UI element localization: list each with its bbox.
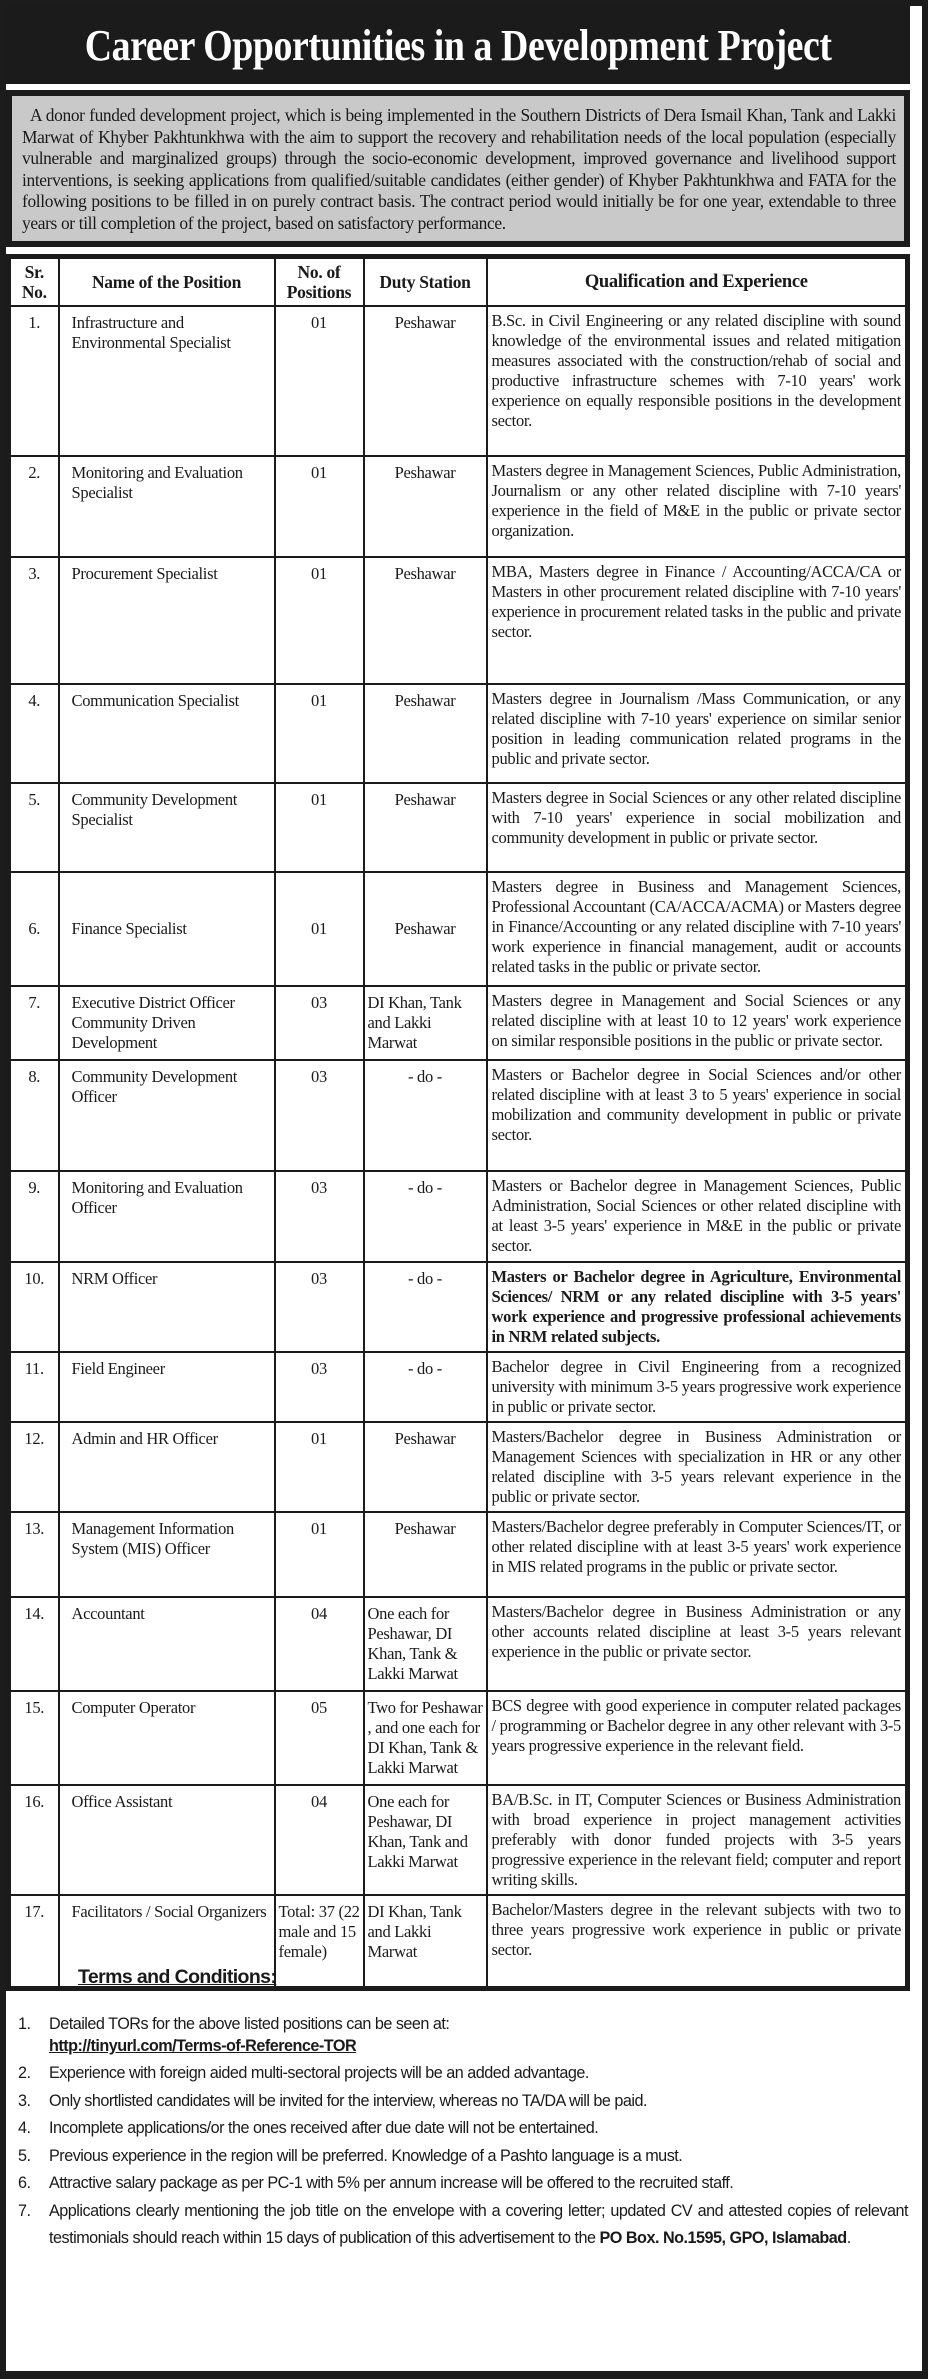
- row-position: Monitoring and Evaluation Officer: [59, 1171, 275, 1262]
- table-row: [9, 872, 908, 986]
- terms-item-text: Experience with foreign aided multi-sectoral projects will be an added advantage.: [49, 2064, 589, 2082]
- row-num: 03: [275, 1060, 364, 1171]
- row-qual: Masters or Bachelor degree in Social Sciences and/or other related discipline with at least 3 to 5 years' experience in social mobilization and community development in public or private sector.: [487, 1060, 908, 1171]
- row-num: 01: [275, 1512, 364, 1597]
- row-position: Finance Specialist: [59, 872, 275, 986]
- table-row: [9, 1597, 908, 1691]
- row-sr: 4.: [9, 684, 59, 783]
- row-qual: Masters/Bachelor degree in Business Administration or Management Sciences with specialization in HR or any other related discipline with 3-5 years relevant experience in the public or private sector.: [487, 1422, 908, 1512]
- row-num: 01: [275, 1422, 364, 1512]
- terms-item: [18, 2170, 908, 2198]
- terms-item-number: 5.: [18, 2146, 31, 2165]
- row-num: 03: [275, 1352, 364, 1422]
- row-duty: Peshawar: [364, 783, 487, 872]
- title-banner: [6, 6, 910, 84]
- terms-item-number: 7.: [18, 2201, 31, 2220]
- table-row: [9, 1512, 908, 1597]
- row-position: Community Development Officer: [59, 1060, 275, 1171]
- table-row: [9, 456, 908, 557]
- row-position: Facilitators / Social Organizers: [59, 1895, 275, 1989]
- terms-item: [18, 2115, 908, 2143]
- terms-list: [18, 2011, 908, 2253]
- row-qual: Masters/Bachelor degree in Business Administration or any other accounts related discipline at least 3-5 years relevant experience in the public or private sector.: [487, 1597, 908, 1691]
- table-row: [9, 1785, 908, 1895]
- row-sr: 10.: [9, 1262, 59, 1352]
- terms-item: [18, 2198, 908, 2253]
- row-qual: Masters degree in Journalism /Mass Communication, or any related discipline with 7-10 years' experience on similar senior position in leading communication related programs in the public and private sector.: [487, 684, 908, 783]
- row-sr: 9.: [9, 1171, 59, 1262]
- terms-item-number: 1.: [18, 2015, 31, 2033]
- row-num: 04: [275, 1597, 364, 1691]
- row-num: 01: [275, 684, 364, 783]
- terms-item-text: Attractive salary package as per PC-1 with 5% per annum increase will be offered to the recruited staff.: [49, 2174, 734, 2192]
- row-sr: 14.: [9, 1597, 59, 1691]
- row-position: Infrastructure and Environmental Specialist: [59, 306, 275, 456]
- row-duty: - do -: [364, 1262, 487, 1352]
- tor-link[interactable]: http://tinyurl.com/Terms-of-Reference-TOR: [49, 2037, 357, 2055]
- row-duty: Peshawar: [364, 1422, 487, 1512]
- terms-item: [18, 2060, 908, 2088]
- row-position: Accountant: [59, 1597, 275, 1691]
- row-duty: DI Khan, Tank and Lakki Marwat: [364, 1895, 487, 1989]
- row-num: 01: [275, 456, 364, 557]
- row-sr: 17.: [9, 1895, 59, 1989]
- row-sr: 16.: [9, 1785, 59, 1895]
- row-qual: MBA, Masters degree in Finance / Accounting/ACCA/CA or Masters in other procurement related discipline with 7-10 years' experience in procurement related tasks in the public and private sector.: [487, 557, 908, 684]
- row-duty: Peshawar: [364, 456, 487, 557]
- row-qual: Masters degree in Management Sciences, Public Administration, Journalism or any other related discipline with 7-10 years' experience in the field of M&E in the public or private sector organization.: [487, 456, 908, 557]
- row-qual: Masters or Bachelor degree in Management Sciences, Public Administration, Social Sciences or other related discipline with at least 3-5 years' experience in M&E in the public or private sector.: [487, 1171, 908, 1262]
- row-duty: - do -: [364, 1352, 487, 1422]
- row-sr: 1.: [9, 306, 59, 456]
- row-position: Management Information System (MIS) Officer: [59, 1512, 275, 1597]
- terms-item-number: 3.: [18, 2091, 31, 2110]
- row-num: 01: [275, 306, 364, 456]
- intro-text: A donor funded development project, which is being implemented in the Southern Districts of Dera Ismail Khan, Tank and Lakki Marwat of Khyber Pakhtunkhwa with the aim to support the recovery and rehabilitation needs of the local population (especially vulnerable and marginalized groups) through the socio-economic development, improved governance and livelihood support interventions, is seeking applications from qualified/suitable candidates (either gender) of Khyber Pakhtunkhwa and FATA for the following positions to be filled in on purely contract basis. The contract period would initially be for one year, extendable to three years or till completion of the project, based on satisfactory performance.: [12, 96, 904, 241]
- row-qual: Bachelor degree in Civil Engineering from a recognized university with minimum 3-5 years progressive work experience in public or private sector.: [487, 1352, 908, 1422]
- terms-item-number: 2.: [18, 2064, 31, 2082]
- row-sr: 12.: [9, 1422, 59, 1512]
- row-position: NRM Officer: [59, 1262, 275, 1352]
- po-box-address: PO Box. No.1595, GPO, Islamabad: [599, 2229, 847, 2247]
- row-duty: Peshawar: [364, 306, 487, 456]
- row-duty: One each for Peshawar, DI Khan, Tank and Lakki Marwat: [364, 1785, 487, 1895]
- row-sr: 7.: [9, 986, 59, 1060]
- row-duty: - do -: [364, 1171, 487, 1262]
- terms-item-7-suffix: .: [846, 2229, 851, 2247]
- table-row: [9, 1171, 908, 1262]
- terms-item: [18, 2143, 908, 2171]
- row-position: Procurement Specialist: [59, 557, 275, 684]
- row-sr: 3.: [9, 557, 59, 684]
- header-sr-no: Sr. No.: [9, 257, 59, 306]
- row-qual: Masters degree in Social Sciences or any other related discipline with 7-10 years' experience in social mobilization and community development in public or private sector.: [487, 783, 908, 872]
- table-row: [9, 306, 908, 456]
- row-qual: BA/B.Sc. in IT, Computer Sciences or Business Administration with broad experience in project management activities preferably with donor funded projects with 3-5 years progressive experience in the relevant field; computer and report writing skills.: [487, 1785, 908, 1895]
- table-row: [9, 783, 908, 872]
- row-position: Community Development Specialist: [59, 783, 275, 872]
- intro-box: [6, 90, 910, 247]
- terms-item-number: 6.: [18, 2174, 31, 2192]
- table-row: [9, 986, 908, 1060]
- header-qualification: Qualification and Experience: [487, 257, 908, 306]
- row-sr: 5.: [9, 783, 59, 872]
- row-position: Admin and HR Officer: [59, 1422, 275, 1512]
- terms-item-7-text: Applications clearly mentioning the job title on the envelope with a covering letter; updated CV and attested copies of relevant testimonials should reach within 15 days of publication of this advertisement to the: [49, 2201, 908, 2247]
- row-sr: 13.: [9, 1512, 59, 1597]
- terms-item-number: 4.: [18, 2119, 31, 2137]
- table-row: [9, 557, 908, 684]
- table-header-row: [9, 257, 908, 306]
- table-row: [9, 1262, 908, 1352]
- row-duty: Peshawar: [364, 684, 487, 783]
- header-position-name: Name of the Position: [59, 257, 275, 306]
- terms-item-text: [49, 2011, 908, 2060]
- table-row: [9, 1691, 908, 1785]
- row-duty: - do -: [364, 1060, 487, 1171]
- row-position: Monitoring and Evaluation Specialist: [59, 456, 275, 557]
- row-qual: Masters degree in Management and Social Sciences or any related discipline with at least 10 to 12 years' work experience on similar responsible positions in the public or private sector.: [487, 986, 908, 1060]
- row-duty: Peshawar: [364, 557, 487, 684]
- row-duty: One each for Peshawar, DI Khan, Tank & Lakki Marwat: [364, 1597, 487, 1691]
- positions-table: [6, 254, 910, 1991]
- row-position: Office Assistant: [59, 1785, 275, 1895]
- row-num: 05: [275, 1691, 364, 1785]
- terms-item-text: Only shortlisted candidates will be invited for the interview, whereas no TA/DA will be paid.: [49, 2091, 648, 2110]
- row-num: 03: [275, 1262, 364, 1352]
- terms-section: [18, 1966, 908, 2253]
- terms-heading: Terms and Conditions:: [78, 1966, 277, 1988]
- row-duty: Peshawar: [364, 1512, 487, 1597]
- row-num: 01: [275, 872, 364, 986]
- table-row: [9, 1352, 908, 1422]
- row-sr: 2.: [9, 456, 59, 557]
- row-sr: 6.: [9, 872, 59, 986]
- terms-item: [18, 2011, 908, 2060]
- page-title: Career Opportunities in a Development Project: [84, 20, 832, 70]
- terms-item-1-text: Detailed TORs for the above listed positions can be seen at:: [49, 2015, 450, 2033]
- row-sr: 15.: [9, 1691, 59, 1785]
- header-num-positions: No. of Positions: [275, 257, 364, 306]
- table-row: [9, 1060, 908, 1171]
- row-num: Total: 37 (22 male and 15 female): [275, 1895, 364, 1989]
- row-duty: Two for Peshawar , and one each for DI Khan, Tank & Lakki Marwat: [364, 1691, 487, 1785]
- row-position: Communication Specialist: [59, 684, 275, 783]
- row-duty: DI Khan, Tank and Lakki Marwat: [364, 986, 487, 1060]
- row-qual: Masters or Bachelor degree in Agriculture, Environmental Sciences/ NRM or any related discipline with 3-5 years' work experience and progressive professional achievements in NRM related subjects.: [487, 1262, 908, 1352]
- row-num: 01: [275, 557, 364, 684]
- table-row: [9, 1422, 908, 1512]
- header-duty-station: Duty Station: [364, 257, 487, 306]
- row-qual: Bachelor/Masters degree in the relevant subjects with two to three years progressive work experience in public or private sector.: [487, 1895, 908, 1989]
- row-num: 03: [275, 1171, 364, 1262]
- row-position: Computer Operator: [59, 1691, 275, 1785]
- row-num: 01: [275, 783, 364, 872]
- row-num: 03: [275, 986, 364, 1060]
- row-sr: 8.: [9, 1060, 59, 1171]
- row-sr: 11.: [9, 1352, 59, 1422]
- row-qual: Masters/Bachelor degree preferably in Computer Sciences/IT, or other related discipline with at least 3-5 years' work experience in MIS related programs in the public or private sector.: [487, 1512, 908, 1597]
- terms-item-text: Incomplete applications/or the ones received after due date will not be entertained.: [49, 2119, 599, 2137]
- row-qual: Masters degree in Business and Management Sciences, Professional Accountant (CA/ACCA/ACMA) or Masters degree in Finance/Accounting or any related discipline with 7-10 years' work experience in financial management, audit or accounts related tasks in the public or private sector.: [487, 872, 908, 986]
- terms-item-text: Previous experience in the region will be preferred. Knowledge of a Pashto language is a must.: [49, 2146, 683, 2165]
- row-duty: Peshawar: [364, 872, 487, 986]
- row-qual: BCS degree with good experience in computer related packages / programming or Bachelor degree in any other relevant with 3-5 years progressive experience in the relevant field.: [487, 1691, 908, 1785]
- row-qual: B.Sc. in Civil Engineering or any related discipline with sound knowledge of the environmental issues and related mitigation measures associated with the construction/rehab of social and productive infrastructure schemes with 7-10 years' work experience on equally responsible positions in the development sector.: [487, 306, 908, 456]
- row-num: 04: [275, 1785, 364, 1895]
- table-row: [9, 684, 908, 783]
- row-position: Field Engineer: [59, 1352, 275, 1422]
- terms-item-text: [49, 2198, 908, 2253]
- row-position: Executive District Officer Community Driven Development: [59, 986, 275, 1060]
- terms-item: [18, 2088, 908, 2116]
